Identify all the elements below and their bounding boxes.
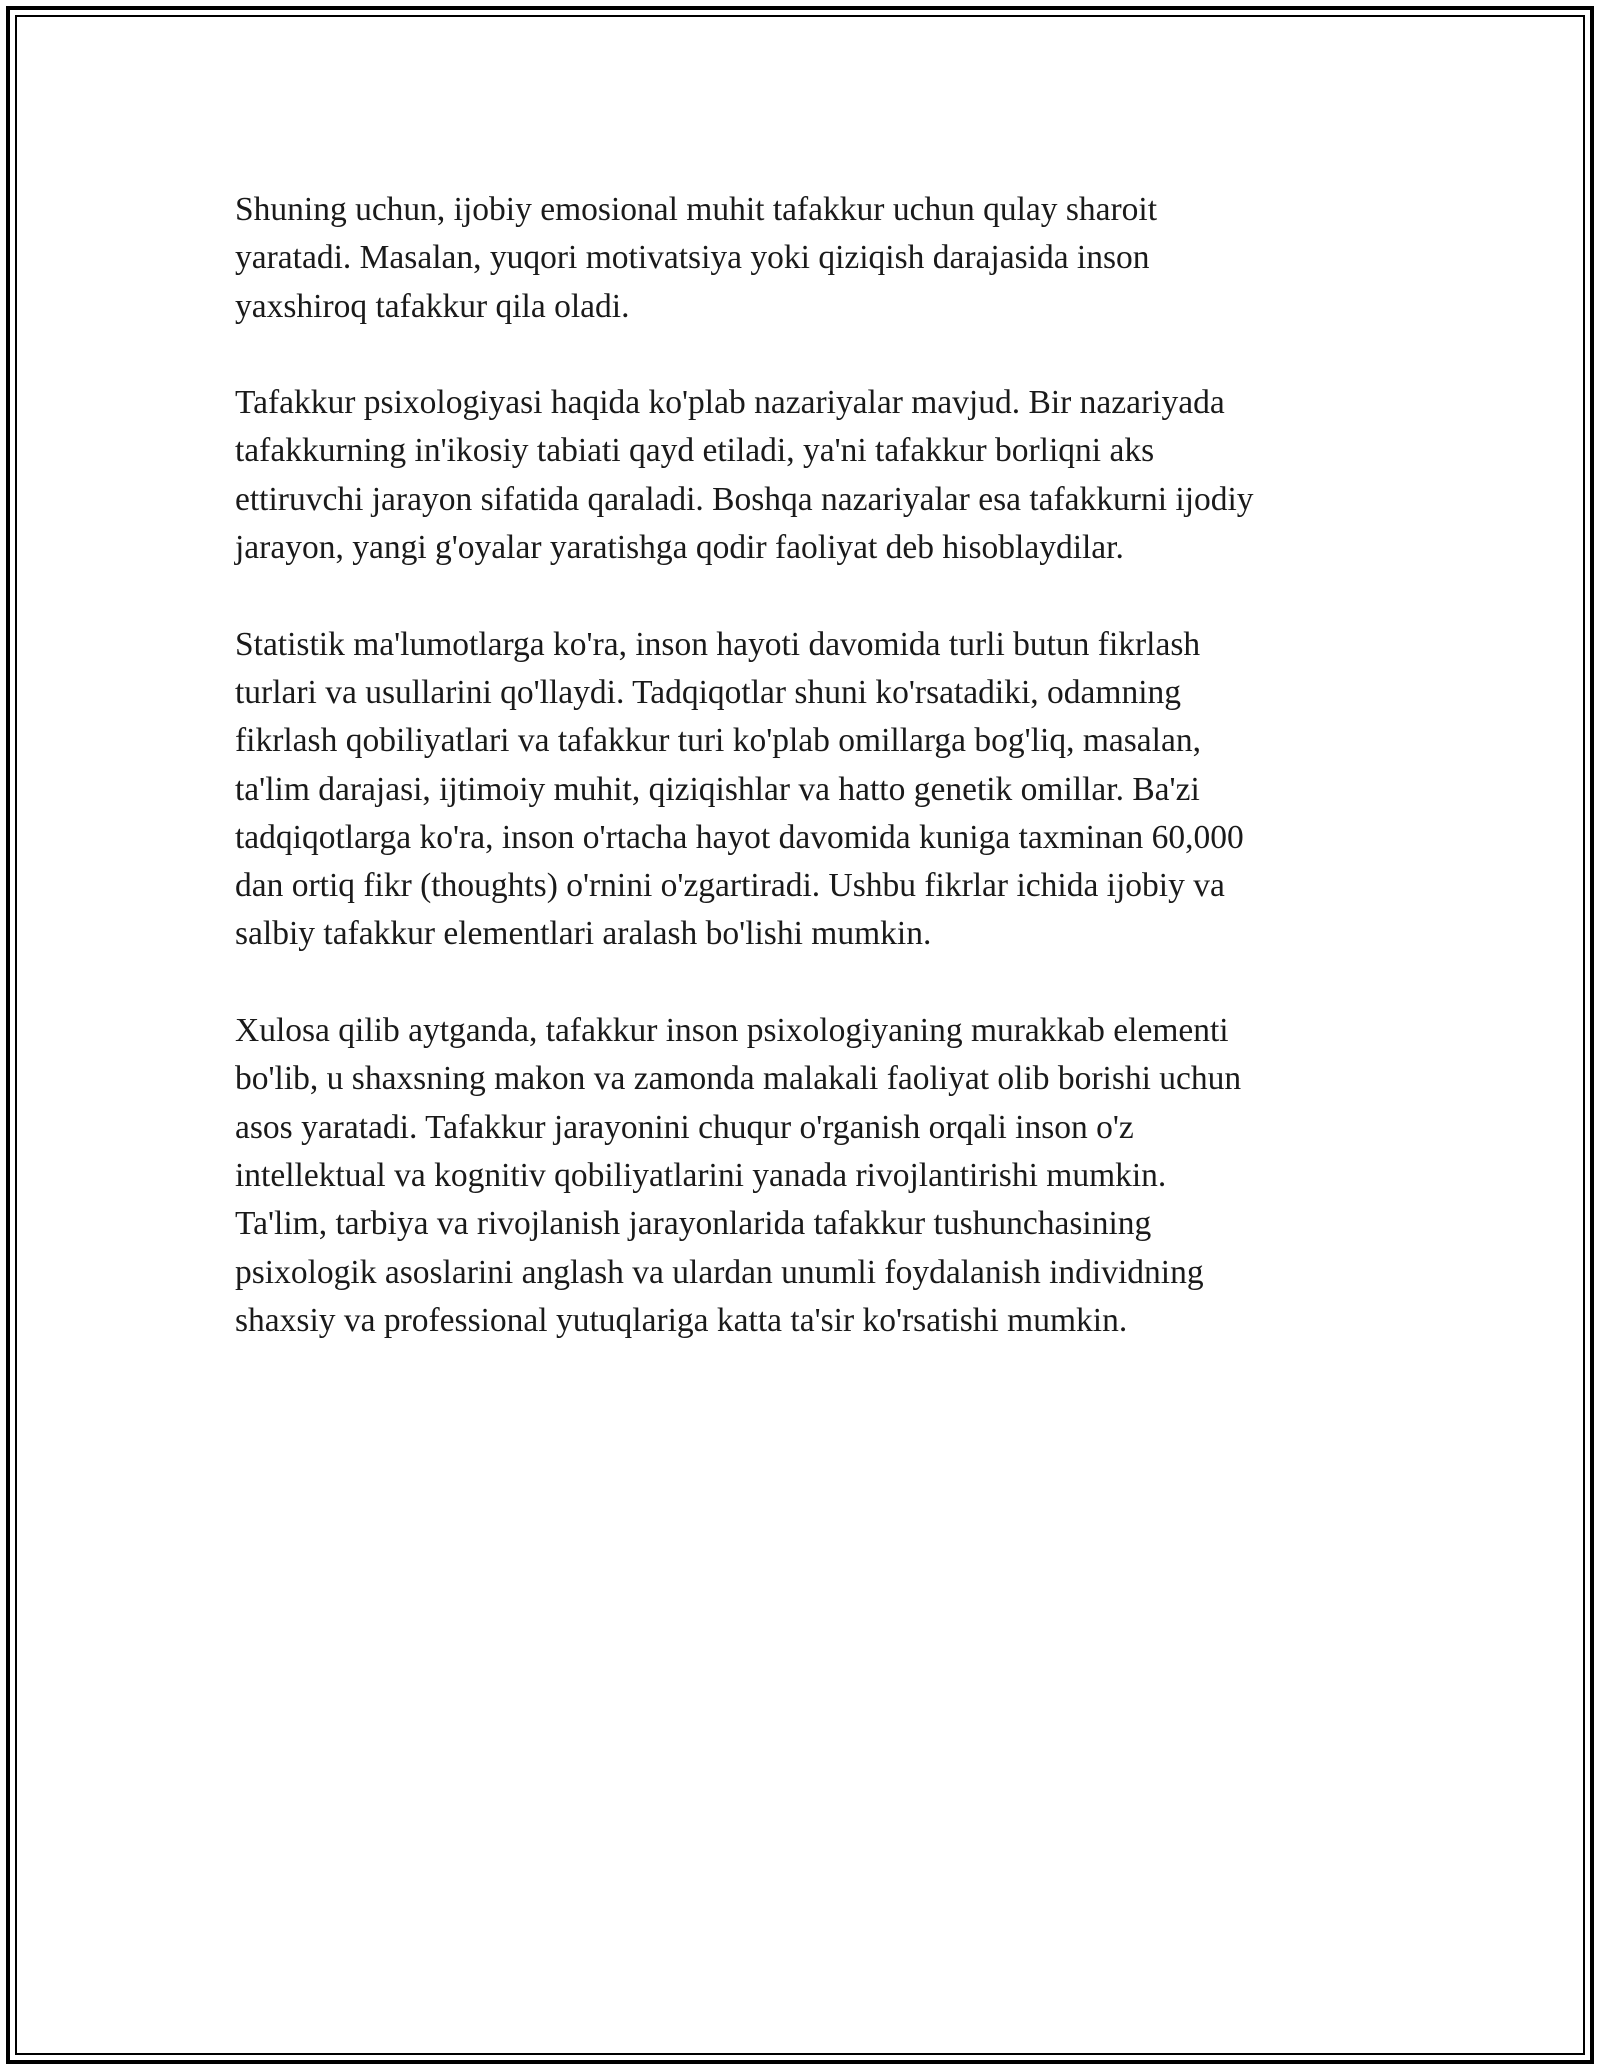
text-line: turlari va usullarini qo'llaydi. Tadqiqotlar shuni ko'rsatadiki, odamning [235, 673, 1182, 711]
text-line: bo'lib, u shaxsning makon va zamonda malakali faoliyat olib borishi uchun [235, 1060, 1242, 1098]
paragraph-1 [235, 186, 1365, 331]
paragraph-3 [235, 621, 1365, 959]
document-body [235, 186, 1365, 1393]
paragraph-2 [235, 379, 1365, 572]
text-line: dan ortiq fikr (thoughts) o'rnini o'zgartiradi. Ushbu fikrlar ichida ijobiy va [235, 867, 1225, 905]
paragraph-4 [235, 1007, 1365, 1345]
text-line: Tafakkur psixologiyasi haqida ko'plab nazariyalar mavjud. Bir nazariyada [235, 384, 1225, 422]
text-line: Shuning uchun, ijobiy emosional muhit tafakkur uchun qulay sharoit [235, 191, 1158, 228]
text-line: fikrlash qobiliyatlari va tafakkur turi ko'plab omillarga bog'liq, masalan, [235, 722, 1201, 760]
text-line: ta'lim darajasi, ijtimoiy muhit, qiziqishlar va hatto genetik omillar. Ba'zi [235, 770, 1200, 808]
text-line: asos yaratadi. Tafakkur jarayonini chuqur o'rganish orqali inson o'z [235, 1108, 1134, 1146]
text-line: tafakkurning in'ikosiy tabiati qayd etiladi, ya'ni tafakkur borliqni aks [235, 432, 1155, 470]
text-line: yaxshiroq tafakkur qila oladi. [235, 287, 630, 325]
text-line: Ta'lim, tarbiya va rivojlanish jarayonlarida tafakkur tushunchasining [235, 1205, 1152, 1243]
text-line: shaxsiy va professional yutuqlariga katta ta'sir ko'rsatishi mumkin. [235, 1301, 1128, 1339]
text-line: Statistik ma'lumotlarga ko'ra, inson hayoti davomida turli butun fikrlash [235, 625, 1201, 663]
text-line: tadqiqotlarga ko'ra, inson o'rtacha hayot davomida kuniga taxminan 60,000 [235, 818, 1244, 856]
text-line: psixologik asoslarini anglash va ulardan unumli foydalanish individning [235, 1253, 1204, 1291]
text-line: salbiy tafakkur elementlari aralash bo'lishi mumkin. [235, 915, 932, 953]
text-line: jarayon, yangi g'oyalar yaratishga qodir faoliyat deb hisoblaydilar. [235, 529, 1124, 567]
text-line: ettiruvchi jarayon sifatida qaraladi. Boshqa nazariyalar esa tafakkurni ijodiy [235, 480, 1254, 518]
text-line: intellektual va kognitiv qobiliyatlarini yanada rivojlantirishi mumkin. [235, 1156, 1167, 1194]
text-line: Xulosa qilib aytganda, tafakkur inson psixologiyaning murakkab elementi [235, 1012, 1229, 1050]
text-line: yaratadi. Masalan, yuqori motivatsiya yoki qiziqish darajasida inson [235, 239, 1150, 277]
